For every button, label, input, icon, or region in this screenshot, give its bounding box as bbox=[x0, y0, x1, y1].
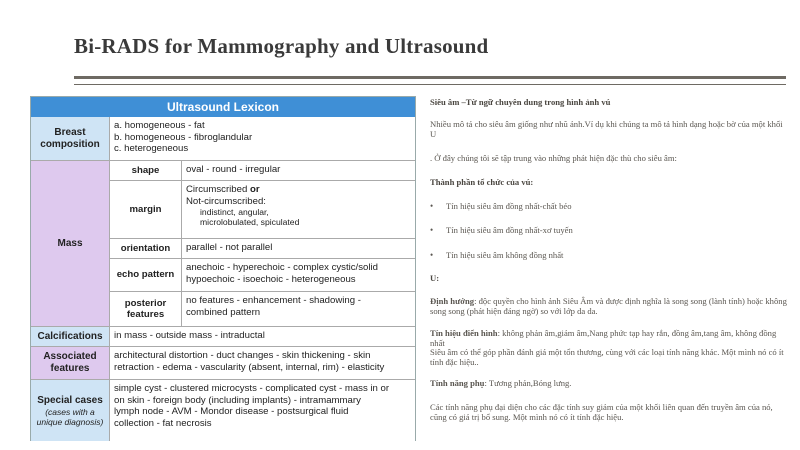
title-rule-thin bbox=[74, 84, 786, 85]
echo-note: Siêu âm có thể góp phần đánh giá một tổn thương, cùng với các loại tính năng khác. Một mình nó có ít tính đặc hiệu.. bbox=[430, 347, 784, 367]
breast-label-line1: Breast bbox=[54, 126, 86, 138]
associated-line-2: retraction - edema - vascularity (absent, internal, rim) - elasticity bbox=[114, 361, 385, 373]
echo-line-2: hypoechoic - isoechoic - heterogeneous bbox=[186, 273, 356, 285]
mass-echo-pattern-label bbox=[109, 258, 181, 291]
orientation-label-text: orientation bbox=[120, 242, 171, 254]
posterior-label-line2: features bbox=[126, 309, 165, 320]
mass-posterior-features-label bbox=[109, 291, 181, 326]
bullet-text: Tín hiệu siêu âm đồng nhất-xơ tuyến bbox=[446, 225, 573, 235]
calcifications-value: in mass - outside mass - intraductal bbox=[109, 326, 415, 346]
bullet-text: Tín hiệu siêu âm không đồng nhất bbox=[446, 250, 564, 260]
orientation-term: Định hướng bbox=[430, 296, 475, 306]
echo-paragraph bbox=[430, 329, 790, 348]
breast-label-line2: composition bbox=[40, 138, 100, 150]
special-line-1: simple cyst - clustered microcysts - complicated cyst - mass in or bbox=[114, 383, 390, 394]
lexicon-header: Ultrasound Lexicon bbox=[31, 97, 415, 117]
mass-shape-value: oval - round - irregular bbox=[181, 160, 415, 180]
ultrasound-lexicon-table bbox=[30, 96, 416, 441]
echo-description: : không phản âm,giảm âm,Nang phức tạp hay rắn, đồng âm,tang âm, không đồng nhất bbox=[430, 328, 777, 348]
echo-term: Tín hiệu điển hình bbox=[430, 328, 498, 338]
posterior-paragraph bbox=[430, 379, 790, 389]
special-label-line1: Special cases bbox=[37, 394, 103, 406]
mass-heading: U: bbox=[430, 273, 440, 283]
breast-composition-label bbox=[31, 117, 109, 160]
panel-intro: Nhiều mô tả cho siêu âm giống như nhũ ảnh.Ví dụ khi chúng ta mô tả hình dạng hoặc bờ của một khối U bbox=[430, 119, 783, 139]
bullet-dot-icon: • bbox=[430, 201, 434, 211]
breast-value-a: a. homogeneous - fat bbox=[114, 120, 205, 131]
calcifications-label bbox=[31, 326, 109, 346]
panel-focus: . Ở đây chúng tôi sẽ tập trung vào những phát hiện đặc thù cho siêu âm: bbox=[430, 153, 677, 163]
mass-label bbox=[31, 160, 109, 326]
orientation-paragraph bbox=[430, 297, 790, 316]
bullet-dot-icon: • bbox=[430, 225, 434, 235]
mass-orientation-label bbox=[109, 238, 181, 258]
mass-margin-label bbox=[109, 180, 181, 238]
margin-label-text: margin bbox=[129, 203, 162, 215]
mass-margin-value bbox=[181, 180, 415, 238]
shape-label-text: shape bbox=[131, 164, 160, 176]
special-cases-value bbox=[109, 379, 415, 441]
margin-circumscribed: Circumscribed bbox=[186, 184, 250, 195]
posterior-line-1: no features - enhancement - shadowing - bbox=[186, 295, 361, 306]
special-line-4: collection - fat necrosis bbox=[114, 417, 212, 429]
echo-label-text: echo pattern bbox=[116, 269, 175, 281]
description-panel bbox=[430, 96, 790, 441]
echo-line-1: anechoic - hyperechoic - complex cystic/solid bbox=[186, 262, 378, 273]
mass-label-text: Mass bbox=[57, 237, 83, 249]
associated-label-line2: features bbox=[50, 363, 90, 374]
margin-subtypes-1: indistinct, angular, bbox=[200, 207, 269, 217]
margin-subtypes-2: microlobulated, spiculated bbox=[200, 217, 300, 227]
mass-posterior-features-value bbox=[181, 291, 415, 326]
bullet-dot-icon: • bbox=[430, 250, 434, 260]
panel-heading: Siêu âm –Từ ngữ chuyên dung trong hình ảnh vú bbox=[430, 97, 611, 107]
associated-features-value bbox=[109, 346, 415, 379]
special-label-line2: (cases with a bbox=[45, 406, 95, 417]
posterior-note: Các tính năng phụ đại diện cho các đặc tính suy giảm của một khối liên quan đến truyền âm của nó, cũng có giá trị bổ sung. Một mình nó có ít tính đặc hiệu. bbox=[430, 402, 773, 422]
margin-or: or bbox=[249, 184, 260, 195]
breast-composition-values bbox=[109, 117, 415, 160]
mass-echo-pattern-value bbox=[181, 258, 415, 291]
orientation-description: : độc quyền cho hình ảnh Siêu Âm và được định nghĩa là song song (lành tính) hoặc không song song (phát hiện đáng ngờ) so với lớp da da. bbox=[430, 296, 787, 316]
margin-not-circumscribed: Not-circumscribed: bbox=[186, 195, 266, 207]
special-label-line3: unique diagnosis) bbox=[36, 416, 104, 427]
associated-label-line1: Associated bbox=[43, 351, 97, 362]
posterior-description: : Tương phản,Bóng lưng. bbox=[484, 378, 572, 388]
associated-features-label bbox=[31, 346, 109, 379]
special-line-3: lymph node - AVM - Mondor disease - postsurgical fluid bbox=[114, 406, 349, 417]
posterior-term: Tính năng phụ bbox=[430, 378, 485, 388]
special-line-2: on skin - foreign body (including implants) - intramammary bbox=[114, 394, 361, 406]
mass-orientation-value: parallel - not parallel bbox=[181, 238, 415, 258]
breast-value-b: b. homogeneous - fibroglandular bbox=[114, 131, 253, 143]
posterior-label-line1: posterior bbox=[124, 297, 167, 309]
slide-title: Bi-RADS for Mammography and Ultrasound bbox=[74, 34, 489, 58]
composition-heading: Thành phần tổ chức của vú: bbox=[430, 177, 534, 187]
special-cases-label bbox=[31, 379, 109, 441]
associated-line-1: architectural distortion - duct changes - skin thickening - skin bbox=[114, 350, 371, 361]
breast-value-c: c. heterogeneous bbox=[114, 143, 189, 154]
mass-shape-label bbox=[109, 160, 181, 180]
bullet-text: Tín hiệu siêu âm đồng nhất-chất béo bbox=[446, 201, 572, 211]
calcifications-label-text: Calcifications bbox=[37, 330, 103, 342]
title-rule-thick bbox=[74, 76, 786, 79]
posterior-line-2: combined pattern bbox=[186, 306, 261, 318]
